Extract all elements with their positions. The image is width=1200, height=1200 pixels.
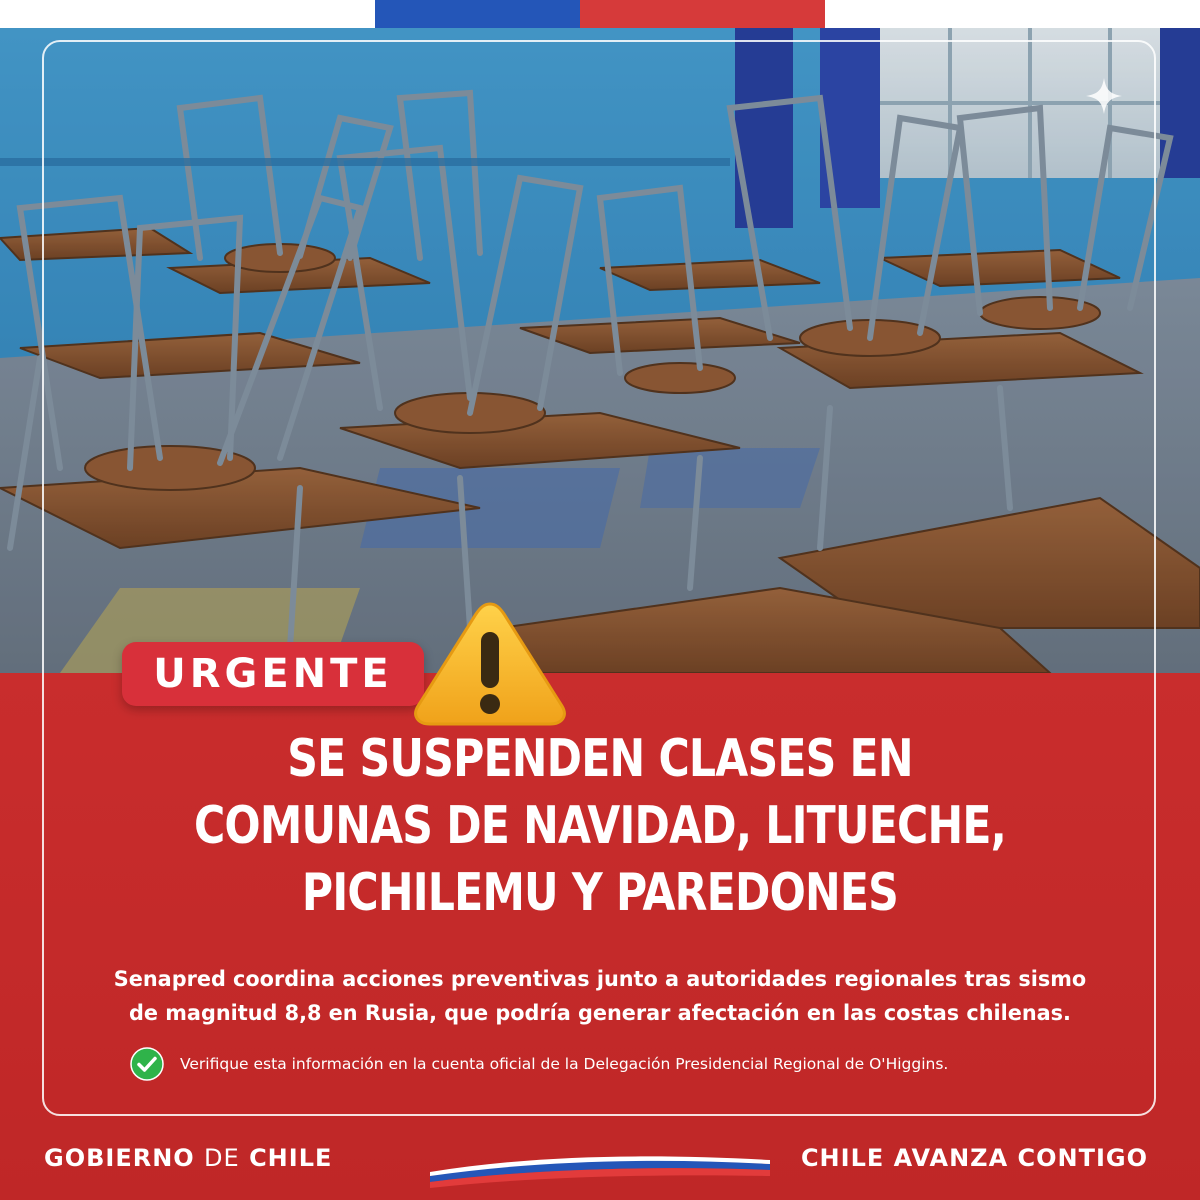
footer-left-word-1: GOBIERNO	[44, 1144, 195, 1172]
headline-line-3: PICHILEMU Y PAREDONES	[301, 863, 899, 923]
description-line-1: Senapred coordina acciones preventivas junto a autoridades regionales tras sismo	[113, 967, 1087, 991]
sparkle-icon	[1086, 78, 1122, 114]
verify-text: Verifique esta información en la cuenta oficial de la Delegación Presidencial Regional de O'Higgins.	[180, 1055, 949, 1073]
warning-icon	[410, 598, 570, 730]
description-line-2: de magnitud 8,8 en Rusia, que podría generar afectación en las costas chilenas.	[129, 1001, 1071, 1025]
footer-gobierno-de-chile	[44, 1144, 332, 1172]
white-frame-border	[42, 40, 1156, 1116]
headline-line-1: SE SUSPENDEN CLASES EN	[287, 729, 913, 789]
footer-left-word-3: CHILE	[249, 1144, 333, 1172]
headline-line-2: COMUNAS DE NAVIDAD, LITUECHE,	[193, 796, 1007, 856]
footer-chile-avanza-contigo: CHILE AVANZA CONTIGO	[800, 1144, 1148, 1172]
urgente-label: URGENTE	[153, 651, 393, 697]
flag-stripe-red	[580, 0, 825, 28]
urgente-badge	[122, 642, 424, 706]
headline	[141, 726, 1059, 927]
check-circle-icon	[130, 1047, 164, 1081]
verify-notice	[130, 1046, 948, 1082]
flag-stripe-blue	[375, 0, 580, 28]
description	[65, 962, 1134, 1030]
flag-stripe-white-right	[825, 0, 1200, 28]
chile-swoosh-logo-icon	[420, 1150, 780, 1190]
footer-left-word-2: DE	[204, 1144, 240, 1172]
flag-stripe-white-left	[0, 0, 375, 28]
